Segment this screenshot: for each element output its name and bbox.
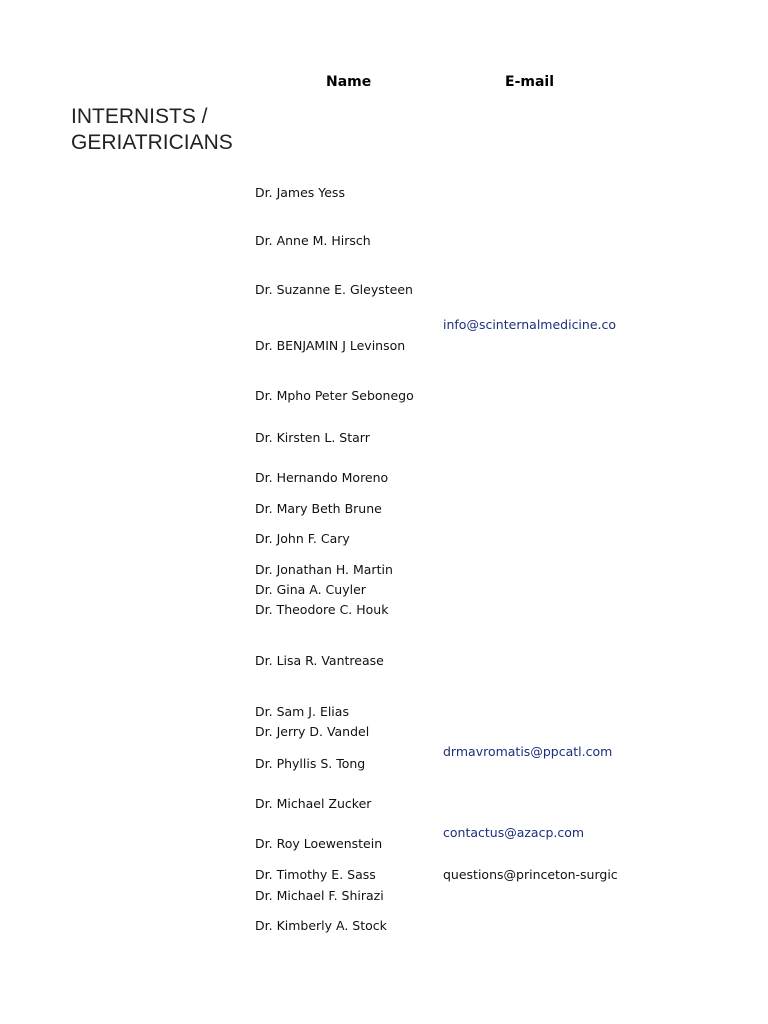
email-text: questions@princeton-surgic <box>443 867 618 882</box>
name-column-header: Name <box>326 74 372 90</box>
doctor-name: Dr. Lisa R. Vantrease <box>255 653 384 668</box>
doctor-name: Dr. James Yess <box>255 185 345 200</box>
doctor-name: Dr. Sam J. Elias <box>255 704 349 719</box>
doctor-name: Dr. Suzanne E. Gleysteen <box>255 282 413 297</box>
doctor-name: Dr. Gina A. Cuyler <box>255 582 366 597</box>
email-column-header: E-mail <box>505 74 555 90</box>
doctor-name: Dr. Timothy E. Sass <box>255 867 376 882</box>
doctor-name: Dr. Kimberly A. Stock <box>255 918 387 933</box>
email-link[interactable]: info@scinternalmedicine.co <box>443 317 617 332</box>
doctor-name: Dr. Michael Zucker <box>255 796 372 811</box>
doctor-name: Dr. BENJAMIN J Levinson <box>255 338 406 353</box>
email-link[interactable]: contactus@azacp.com <box>443 825 585 840</box>
doctor-name: Dr. Michael F. Shirazi <box>255 888 384 903</box>
doctor-name: Dr. Anne M. Hirsch <box>255 233 371 248</box>
doctor-name: Dr. Kirsten L. Starr <box>255 430 370 445</box>
section-title-line-2: GERIATRICIANS <box>71 131 233 154</box>
section-title-line-1: INTERNISTS / <box>71 105 208 128</box>
doctor-name: Dr. Phyllis S. Tong <box>255 756 366 771</box>
email-link[interactable]: drmavromatis@ppcatl.com <box>443 744 613 759</box>
doctor-name: Dr. Mpho Peter Sebonego <box>255 388 414 403</box>
doctor-name: Dr. Roy Loewenstein <box>255 836 383 851</box>
doctor-name: Dr. Jonathan H. Martin <box>255 562 393 577</box>
doctor-name: Dr. Hernando Moreno <box>255 470 389 485</box>
doctor-name: Dr. Jerry D. Vandel <box>255 724 370 739</box>
section-title <box>71 104 233 156</box>
doctor-name: Dr. Mary Beth Brune <box>255 501 382 516</box>
doctor-name: Dr. John F. Cary <box>255 531 350 546</box>
doctor-name: Dr. Theodore C. Houk <box>255 602 389 617</box>
